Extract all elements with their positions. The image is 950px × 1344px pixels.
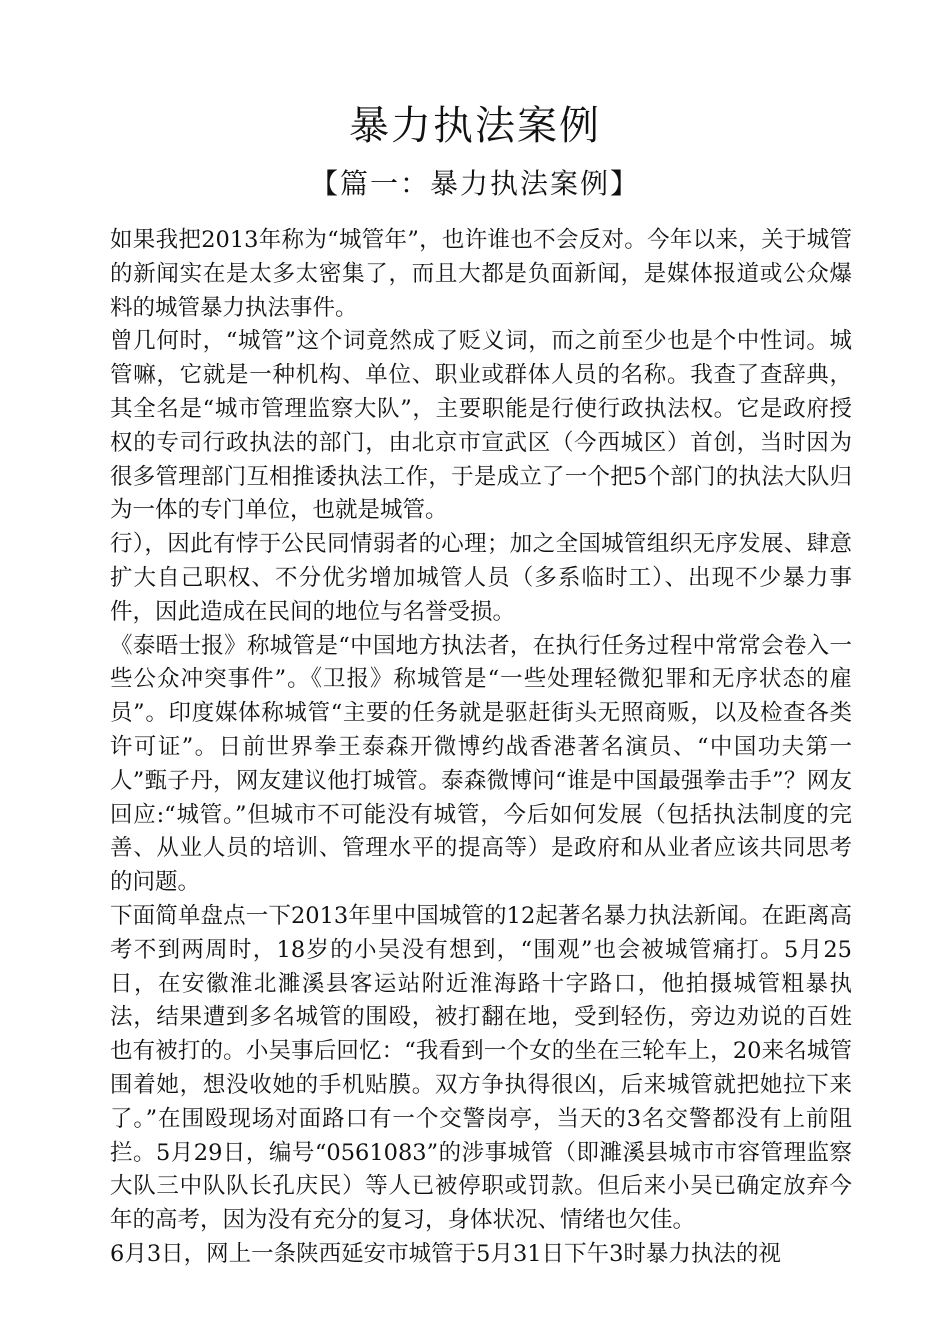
paragraph-6: 6月3日，网上一条陕西延安市城管于5月31日下午3时暴力执法的视 [110,1240,781,1267]
document-body [110,224,852,1272]
paragraph-2: 曾几何时，“城管”这个词竟然成了贬义词，而之前至少也是个中性词。城管嘛，它就是一种机构、单位、职业或群体人员的名称。我查了查辞典，其全名是“城市管理监察大队”，主要职能是行使行政执法权。它是政府授权的专司行政执法的部门，由北京市宣武区（今西城区）首创，当时因为很多管理部门互相推诿执法工作，于是成立了一个把5个部门的执法大队归为一体的专门单位，也就是城管。 [110,328,852,524]
paragraph-1: 如果我把2013年称为“城管年”，也许谁也不会反对。今年以来，关于城管的新闻实在是太多太密集了，而且大都是负面新闻，是媒体报道或公众爆料的城管暴力执法事件。 [110,227,852,321]
paragraph-4: 《泰晤士报》称城管是“中国地方执法者，在执行任务过程中常常会卷入一些公众冲突事件”。《卫报》称城管是“一些处理轻微犯罪和无序状态的雇员”。印度媒体称城管“主要的任务就是驱赶街头无照商贩，以及检查各类许可证”。日前世界拳王泰森开微博约战香港著名演员、“中国功夫第一人”甄子丹，网友建议他打城管。泰森微博问“谁是中国最强拳击手”？网友回应:“城管。”但城市不可能没有城管，今后如何发展（包括执法制度的完善、从业人员的培训、管理水平的提高等）是政府和从业者应该共同思考的问题。 [110,632,852,896]
paragraph-5: 下面简单盘点一下2013年里中国城管的12起著名暴力执法新闻。在距离高考不到两周时，18岁的小吴没有想到，“围观”也会被城管痛打。5月25日，在安徽淮北濉溪县客运站附近淮海路十字路口，他拍摄城管粗暴执法，结果遭到多名城管的围殴，被打翻在地，受到轻伤，旁边劝说的百姓也有被打的。小吴事后回忆：“我看到一个女的坐在三轮车上，20来名城管围着她，想没收她的手机贴膜。双方争执得很凶，后来城管就把她拉下来了。”在围殴现场对面路口有一个交警岗亭，当天的3名交警都没有上前阻拦。5月29日，编号“0561083”的涉事城管（即濉溪县城市市容管理监察大队三中队队长孔庆民）等人已被停职或罚款。但后来小吴已确定放弃今年的高考，因为没有充分的复习，身体状况、情绪也欠佳。 [110,902,852,1234]
paragraph-3: 行），因此有悖于公民同情弱者的心理；加之全国城管组织无序发展、肆意扩大自己职权、不分优劣增加城管人员（多系临时工）、出现不少暴力事件，因此造成在民间的地位与名誉受损。 [110,531,852,625]
document-subtitle: 【篇一：暴力执法案例】 [309,167,640,200]
document-title: 暴力执法案例 [349,103,601,149]
